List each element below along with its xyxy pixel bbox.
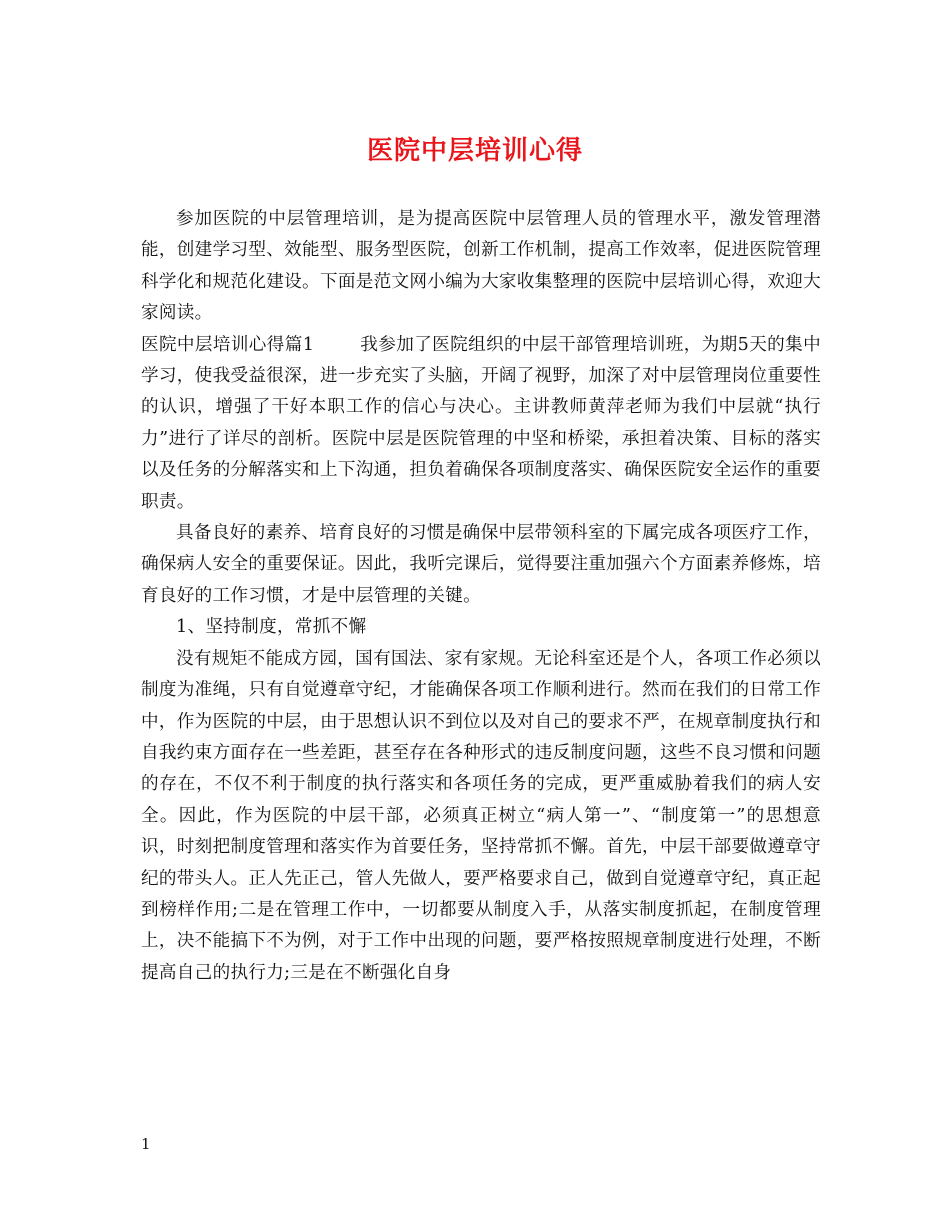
intro-paragraph: 参加医院的中层管理培训，是为提高医院中层管理人员的管理水平，激发管理潜能，创建学习型、效能型、服务型医院，创新工作机制，提高工作效率，促进医院管理科学化和规范化建设。下面是范文网小编为大家收集整理的医院中层培训心得，欢迎大家阅读。 [141,209,821,324]
body-paragraph: 具备良好的素养、培育良好的习惯是确保中层带领科室的下属完成各项医疗工作，确保病人安全的重要保证。因此，我听完课后，觉得要注重加强六个方面素养修炼，培育良好的工作习惯，才是中层管理的关键。 [141,523,821,606]
document-title: 医院中层培训心得 [366,136,583,166]
section-body: 我参加了医院组织的中层干部管理培训班，为期5天的集中学习，使我受益很深，进一步充实了头脑，开阔了视野，加深了对中层管理岗位重要性的认识，增强了干好本职工作的信心与决心。主讲教师黄萍老师为我们中层就“执行力”进行了详尽的剖析。医院中层是医院管理的中坚和桥梁，承担着决策、目标的落实以及任务的分解落实和上下沟通，担负着确保各项制度落实、确保医院安全运作的重要职责。 [141,334,821,512]
section-paragraph [141,330,821,518]
body-paragraph: 没有规矩不能成方园，国有国法、家有家规。无论科室还是个人，各项工作必须以制度为准绳，只有自觉遵章守纪，才能确保各项工作顺利进行。然而在我们的日常工作中，作为医院的中层，由于思想认识不到位以及对自己的要求不严，在规章制度执行和自我约束方面存在一些差距，甚至存在各种形式的违反制度问题，这些不良习惯和问题的存在，不仅不利于制度的执行落实和各项任务的完成，更严重威胁着我们的病人安全。因此，作为医院的中层干部，必须真正树立“病人第一”、“制度第一”的思想意识，时刻把制度管理和落实作为首要任务，坚持常抓不懈。首先，中层干部要做遵章守纪的带头人。正人先正己，管人先做人，要严格要求自己，做到自觉遵章守纪，真正起到榜样作用;二是在管理工作中，一切都要从制度入手，从落实制度抓起，在制度管理上，决不能搞下不为例，对于工作中出现的问题，要严格按照规章制度进行处理，不断提高自己的执行力;三是在不断强化自身 [141,648,821,983]
page-number: 1 [141,1135,151,1153]
subheading: 1、坚持制度，常抓不懈 [176,617,367,638]
section-heading: 医院中层培训心得篇1 [141,334,315,355]
document-body [141,204,821,989]
